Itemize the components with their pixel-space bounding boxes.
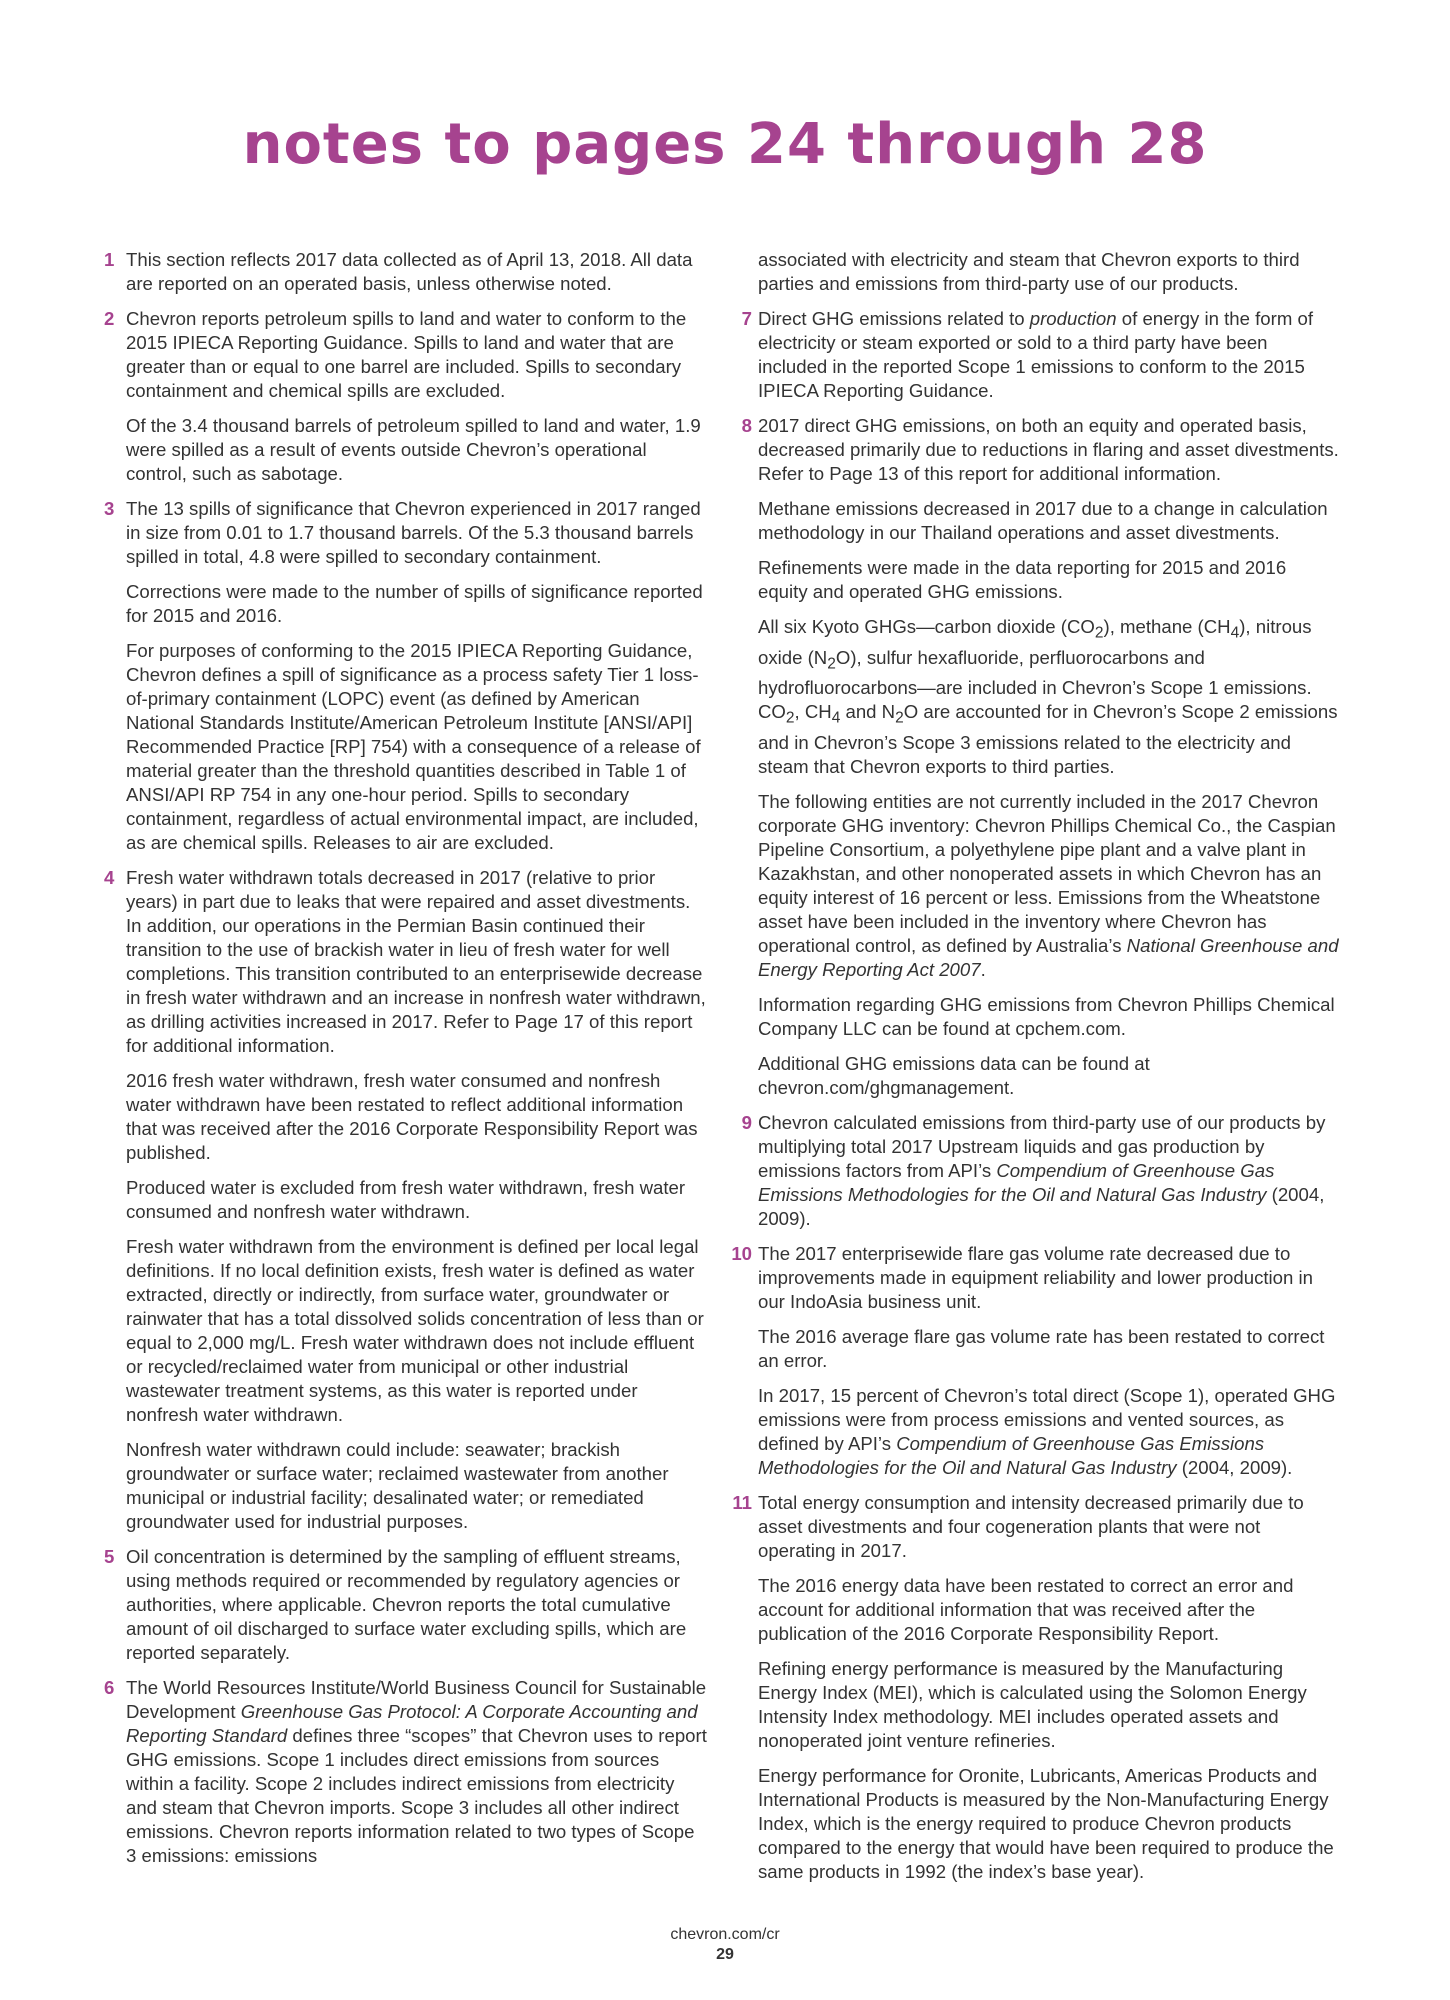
note-number: 11 <box>732 1492 752 1514</box>
note-number: 3 <box>104 498 115 519</box>
page-footer <box>0 1925 1450 1965</box>
note-paragraph: Direct GHG emissions related to production of energy in the form of electricity or steam exported or sold to a third party have been included in the reported Scope 1 emissions to conform to the 2015 IPIECA Reporting Guidance. <box>758 308 1313 401</box>
note-paragraph: This section reflects 2017 data collected as of April 13, 2018. All data are reported on an operated basis, unless otherwise noted. <box>126 249 693 294</box>
note-paragraph: The 2017 enterprisewide flare gas volume rate decreased due to improvements made in equipment reliability and lower production in our IndoAsia business unit. <box>758 1243 1313 1313</box>
note-number: 9 <box>741 1112 752 1134</box>
note-paragraph: The 13 spills of significance that Chevron experienced in 2017 ranged in size from 0.01 to 1.7 thousand barrels. Of the 5.3 thousand barrels spilled in total, 4.8 were spilled to secondary containment. <box>126 498 701 567</box>
note-paragraph: Produced water is excluded from fresh water withdrawn, fresh water consumed and nonfresh water withdrawn. <box>126 1177 686 1222</box>
footer-url[interactable]: chevron.com/cr <box>670 1926 780 1943</box>
note-number: 5 <box>104 1546 115 1567</box>
note-paragraph: Energy performance for Oronite, Lubricants, Americas Products and International Products is measured by the Non-Manufacturing Energy Index, which is the energy required to produce Chevron products compared to the energy that would have been required to produce the same products in 1992 (the index’s base year). <box>758 1765 1334 1883</box>
note-1 <box>104 248 708 296</box>
note-paragraph: Nonfresh water withdrawn could include: seawater; brackish groundwater or surface water; reclaimed wastewater from another municipal or industrial facility; desalinated water; or remediated groundwater used for industrial purposes. <box>126 1439 669 1532</box>
note-paragraph: Fresh water withdrawn from the environment is defined per local legal definitions. If no local definition exists, fresh water is defined as water extracted, directly or indirectly, from surface water, groundwater or rainwater that has a total dissolved solids concentration of less than or equal to 2,000 mg/L. Fresh water withdrawn does not include effluent or recycled/reclaimed water from municipal or other industrial wastewater treatment systems, as this water is reported under nonfresh water withdrawn. <box>126 1236 704 1425</box>
note-paragraph: Additional GHG emissions data can be found at chevron.com/ghgmanagement. <box>758 1053 1150 1099</box>
note-paragraph: Chevron reports petroleum spills to land and water to conform to the 2015 IPIECA Reporting Guidance. Spills to land and water that are greater than or equal to one barrel are included. Spills to secondary containment and chemical spills are excluded. <box>126 308 687 401</box>
note-10 <box>730 1242 1340 1480</box>
note-7 <box>730 307 1340 403</box>
right-column <box>730 248 1340 1895</box>
note-2 <box>104 307 708 486</box>
note-number: 2 <box>104 308 115 329</box>
note-paragraph: Methane emissions decreased in 2017 due to a change in calculation methodology in our Thailand operations and asset divestments. <box>758 498 1328 543</box>
note-4 <box>104 866 708 1534</box>
note-number: 10 <box>731 1243 752 1265</box>
note-6-continued: associated with electricity and steam that Chevron exports to third parties and emissions from third-party use of our products. <box>758 249 1300 294</box>
note-number: 6 <box>104 1677 115 1698</box>
note-paragraph: The World Resources Institute/World Business Council for Sustainable Development Greenhouse Gas Protocol: A Corporate Accounting and Reporting Standard defines three “scopes” that Chevron uses to report GHG emissions. Scope 1 includes direct emissions from sources within a facility. Scope 2 includes indirect emissions from electricity and steam that Chevron imports. Scope 3 includes all other indirect emissions. Chevron reports information related to two types of Scope 3 emissions: emissions <box>126 1677 707 1866</box>
note-5 <box>104 1545 708 1665</box>
note-paragraph: The following entities are not currently included in the 2017 Chevron corporate GHG inventory: Chevron Phillips Chemical Co., the Caspian Pipeline Consortium, a polyethylene pipe plant and a valve plant in Kazakhstan, and other nonoperated assets in which Chevron has an equity interest of 16 percent or less. Emissions from the Wheatstone asset have been included in the inventory where Chevron has operational control, as defined by Australia’s National Greenhouse and Energy Reporting Act 2007. <box>758 791 1339 981</box>
note-paragraph-kyoto-ghgs: All six Kyoto GHGs—carbon dioxide $(CO_2)$, methane $(CH_4)$, nitrous oxide $(N_2O)$, sulfur hexafluoride, perfluorocarbons and hydrofluorocarbons—are included in Chevron’s Scope 1 emissions. $CO_2$, $CH_4$ and $N_2O$ are accounted for in Chevron’s Scope 2 emissions and in Chevron’s Scope 3 emissions related to the electricity and steam that Chevron exports to third parties. <box>758 616 1338 778</box>
note-paragraph: In 2017, 15 percent of Chevron’s total direct (Scope 1), operated GHG emissions were from process emissions and vented sources, as defined by API’s Compendium of Greenhouse Gas Emissions Methodologies for the Oil and Natural Gas Industry (2004, 2009). <box>758 1385 1336 1479</box>
note-number: 4 <box>104 867 115 888</box>
note-paragraph: Refinements were made in the data reporting for 2015 and 2016 equity and operated GHG emissions. <box>758 557 1287 602</box>
note-paragraph: 2017 direct GHG emissions, on both an equity and operated basis, decreased primarily due to reductions in flaring and asset divestments. Refer to Page 13 of this report for additional information. <box>758 415 1339 484</box>
note-paragraph: Of the 3.4 thousand barrels of petroleum spilled to land and water, 1.9 were spilled as a result of events outside Chevron’s operational control, such as sabotage. <box>126 415 701 484</box>
note-11 <box>730 1491 1340 1884</box>
note-8 <box>730 414 1340 1100</box>
note-number: 1 <box>104 249 115 270</box>
note-paragraph: Oil concentration is determined by the sampling of effluent streams, using methods required or recommended by regulatory agencies or authorities, where applicable. Chevron reports the total cumulative amount of oil discharged to surface water excluding spills, which are reported separately. <box>126 1546 687 1663</box>
note-paragraph: Refining energy performance is measured by the Manufacturing Energy Index (MEI), which is calculated using the Solomon Energy Intensity Index methodology. MEI includes operated assets and nonoperated joint venture refineries. <box>758 1658 1307 1752</box>
note-paragraph: The 2016 energy data have been restated to correct an error and account for additional information that was received after the publication of the 2016 Corporate Responsibility Report. <box>758 1575 1294 1645</box>
note-paragraph: For purposes of conforming to the 2015 IPIECA Reporting Guidance, Chevron defines a spill of significance as a process safety Tier 1 loss-of-primary containment (LOPC) event (as defined by American National Standards Institute/American Petroleum Institute [ANSI/API] Recommended Practice [RP] 754) with a consequence of a release of material greater than the threshold quantities described in Table 1 of ANSI/API RP 754 in any one-hour period. Spills to secondary containment, regardless of actual environmental impact, are included, as are chemical spills. Releases to air are excluded. <box>126 640 701 853</box>
note-3 <box>104 497 708 855</box>
note-9 <box>730 1111 1340 1231</box>
page-title: notes to pages 24 through 28 <box>242 112 1208 177</box>
note-paragraph: Information regarding GHG emissions from Chevron Phillips Chemical Company LLC can be found at cpchem.com. <box>758 994 1335 1040</box>
note-paragraph: Chevron calculated emissions from third-party use of our products by multiplying total 2017 Upstream liquids and gas production by emissions factors from API’s Compendium of Greenhouse Gas Emissions Methodologies for the Oil and Natural Gas Industry (2004, 2009). <box>758 1112 1326 1230</box>
note-paragraph: Total energy consumption and intensity decreased primarily due to asset divestments and four cogeneration plants that were not operating in 2017. <box>758 1492 1304 1562</box>
note-number: 7 <box>741 308 752 329</box>
left-column <box>104 248 708 1879</box>
note-paragraph: Corrections were made to the number of spills of significance reported for 2015 and 2016. <box>126 581 703 626</box>
note-paragraph: 2016 fresh water withdrawn, fresh water consumed and nonfresh water withdrawn have been restated to reflect additional information that was received after the 2016 Corporate Responsibility Report was published. <box>126 1070 698 1163</box>
page-number: 29 <box>716 1946 734 1963</box>
note-paragraph: Fresh water withdrawn totals decreased in 2017 (relative to prior years) in part due to leaks that were repaired and asset divestments. In addition, our operations in the Permian Basin continued their transition to the use of brackish water in lieu of fresh water for well completions. This transition contributed to an enterprisewide decrease in fresh water withdrawn and an increase in nonfresh water withdrawn, as drilling activities increased in 2017. Refer to Page 17 of this report for additional information. <box>126 867 706 1056</box>
note-number: 8 <box>741 415 752 436</box>
note-paragraph: The 2016 average flare gas volume rate has been restated to correct an error. <box>758 1326 1325 1372</box>
publication-title: Greenhouse Gas Protocol: A Corporate Accounting and Reporting Standard <box>126 1701 698 1746</box>
note-6 <box>104 1676 708 1868</box>
